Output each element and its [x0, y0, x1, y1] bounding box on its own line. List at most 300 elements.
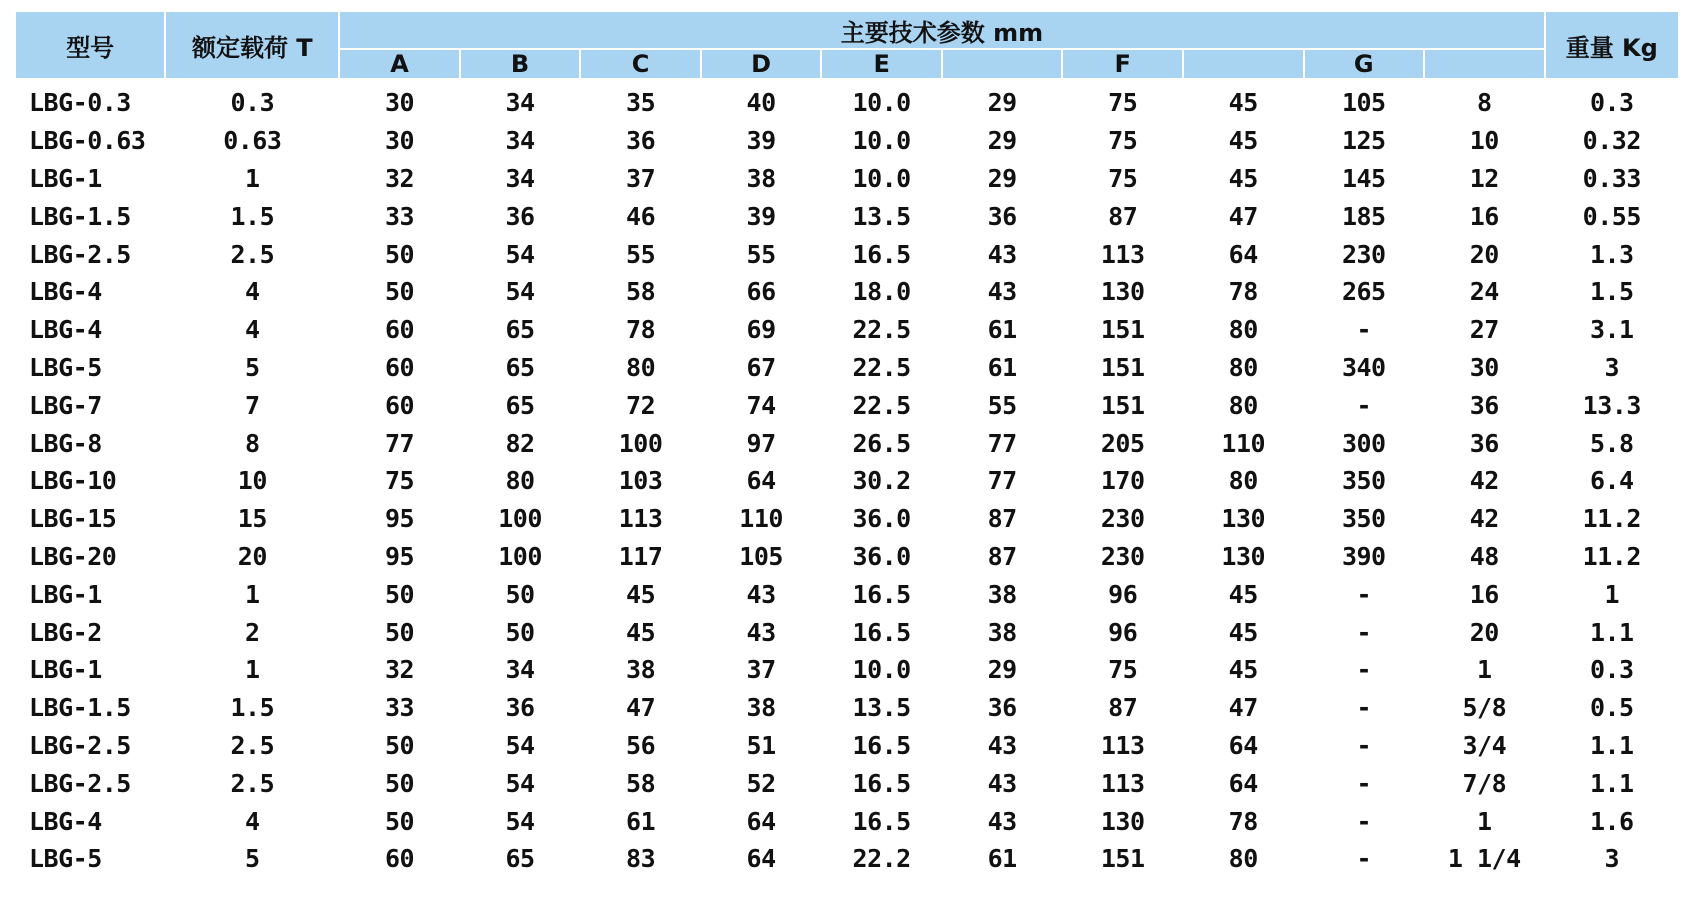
- cell-blank-2: 45: [1228, 655, 1258, 685]
- cell-d: 39: [746, 126, 776, 156]
- cell-model: LBG-1: [29, 163, 102, 193]
- cell-blank-2: 64: [1228, 730, 1258, 760]
- cell-b: 50: [505, 579, 535, 609]
- cell-blank-1: 43: [987, 806, 1017, 836]
- cell-e: 13.5: [852, 201, 911, 231]
- cell-d: 64: [746, 844, 776, 874]
- cell-weight: 3: [1604, 844, 1620, 874]
- cell-g: 390: [1341, 541, 1386, 571]
- cell-b: 34: [505, 163, 535, 193]
- cell-blank-3: 12: [1469, 163, 1499, 193]
- cell-b: 34: [505, 655, 535, 685]
- cell-d: 64: [746, 466, 776, 496]
- table-row: [15, 651, 1679, 689]
- cell-g: -: [1356, 806, 1372, 836]
- cell-model: LBG-1: [29, 655, 102, 685]
- cell-blank-1: 29: [987, 126, 1017, 156]
- cell-e: 22.5: [852, 390, 911, 420]
- cell-g: 265: [1341, 277, 1386, 307]
- table-row: [15, 160, 1679, 198]
- cell-c: 100: [618, 428, 663, 458]
- cell-c: 83: [626, 844, 656, 874]
- cell-c: 37: [626, 163, 656, 193]
- cell-g: 350: [1341, 466, 1386, 496]
- cell-g: -: [1356, 655, 1372, 685]
- cell-weight: 0.5: [1589, 693, 1634, 723]
- cell-c: 46: [626, 201, 656, 231]
- cell-e: 10.0: [852, 163, 911, 193]
- cell-f: 75: [1108, 126, 1138, 156]
- cell-blank-3: 10: [1469, 126, 1499, 156]
- cell-f: 230: [1100, 504, 1145, 534]
- cell-model: LBG-0.3: [29, 88, 131, 118]
- table-header: [15, 11, 1679, 79]
- cell-f: 151: [1100, 844, 1145, 874]
- cell-c: 113: [618, 504, 663, 534]
- cell-model: LBG-2.5: [29, 239, 131, 269]
- cell-b: 100: [498, 504, 542, 534]
- cell-model: LBG-1.5: [29, 201, 131, 231]
- cell-a: 32: [384, 655, 415, 685]
- cell-e: 13.5: [852, 693, 911, 723]
- cell-blank-3: 20: [1469, 239, 1499, 269]
- cell-weight: 1.1: [1589, 617, 1634, 647]
- table-row: [15, 273, 1679, 311]
- cell-d: 38: [746, 163, 776, 193]
- cell-blank-3: 5/8: [1462, 693, 1507, 723]
- cell-d: 66: [746, 277, 776, 307]
- cell-rated-load: 7: [245, 390, 260, 420]
- cell-blank-2: 130: [1221, 541, 1266, 571]
- table-row: [15, 500, 1679, 538]
- cell-blank-3: 36: [1469, 428, 1499, 458]
- cell-c: 61: [626, 806, 656, 836]
- table-row: [15, 349, 1679, 387]
- cell-a: 30: [384, 88, 415, 118]
- cell-c: 58: [626, 277, 656, 307]
- cell-a: 60: [384, 315, 415, 345]
- cell-weight: 0.33: [1582, 163, 1641, 193]
- table-row: [15, 424, 1679, 462]
- cell-blank-2: 47: [1228, 693, 1258, 723]
- header-col-blank-1: [942, 49, 1063, 79]
- cell-a: 33: [384, 693, 415, 723]
- cell-blank-3: 16: [1469, 579, 1499, 609]
- cell-e: 22.5: [852, 352, 911, 382]
- cell-e: 16.5: [852, 730, 911, 760]
- table-row: [15, 575, 1679, 613]
- cell-a: 60: [384, 844, 415, 874]
- spec-table: [14, 10, 1680, 878]
- cell-g: 350: [1341, 504, 1386, 534]
- cell-e: 10.0: [852, 126, 911, 156]
- cell-c: 56: [626, 730, 656, 760]
- cell-blank-2: 45: [1228, 163, 1258, 193]
- cell-rated-load: 1: [245, 579, 260, 609]
- cell-f: 96: [1108, 579, 1138, 609]
- cell-e: 10.0: [852, 88, 911, 118]
- cell-d: 43: [746, 579, 776, 609]
- cell-weight: 13.3: [1582, 390, 1641, 420]
- cell-rated-load: 0.63: [223, 126, 282, 156]
- cell-model: LBG-5: [29, 844, 102, 874]
- cell-b: 80: [505, 466, 535, 496]
- cell-model: LBG-4: [29, 806, 102, 836]
- table-row: [15, 613, 1679, 651]
- cell-blank-1: 29: [987, 655, 1017, 685]
- cell-rated-load: 2: [245, 617, 260, 647]
- cell-rated-load: 10: [237, 466, 267, 496]
- cell-a: 95: [384, 504, 415, 534]
- cell-model: LBG-2.5: [29, 730, 131, 760]
- cell-f: 151: [1100, 352, 1145, 382]
- cell-blank-1: 36: [987, 201, 1017, 231]
- cell-model: LBG-4: [29, 277, 102, 307]
- cell-c: 45: [626, 579, 656, 609]
- cell-b: 54: [505, 768, 535, 798]
- cell-blank-2: 45: [1228, 579, 1258, 609]
- cell-model: LBG-1.5: [29, 693, 131, 723]
- cell-g: -: [1356, 579, 1372, 609]
- cell-rated-load: 2.5: [230, 730, 275, 760]
- cell-c: 117: [618, 541, 663, 571]
- cell-d: 97: [746, 428, 776, 458]
- cell-blank-1: 61: [987, 315, 1017, 345]
- cell-f: 170: [1100, 466, 1145, 496]
- cell-rated-load: 1.5: [230, 201, 275, 231]
- cell-e: 22.5: [852, 315, 911, 345]
- cell-f: 230: [1100, 541, 1145, 571]
- table-row: [15, 840, 1679, 878]
- table-row: [15, 764, 1679, 802]
- cell-d: 64: [746, 806, 776, 836]
- cell-d: 40: [746, 88, 776, 118]
- cell-a: 60: [384, 352, 415, 382]
- cell-d: 74: [746, 390, 776, 420]
- cell-blank-1: 38: [987, 617, 1017, 647]
- cell-blank-1: 55: [987, 390, 1017, 420]
- cell-blank-3: 7/8: [1462, 768, 1507, 798]
- cell-weight: 1.1: [1589, 768, 1634, 798]
- cell-model: LBG-20: [29, 541, 117, 571]
- cell-d: 110: [739, 504, 783, 534]
- cell-rated-load: 1: [245, 655, 260, 685]
- cell-b: 36: [505, 693, 535, 723]
- cell-f: 75: [1108, 655, 1138, 685]
- table-row: [15, 84, 1679, 122]
- cell-f: 75: [1108, 163, 1138, 193]
- header-col-blank-2: [1183, 49, 1304, 79]
- cell-blank-3: 1: [1477, 655, 1492, 685]
- cell-f: 87: [1108, 201, 1138, 231]
- header-col-a: A: [339, 49, 460, 79]
- cell-g: -: [1356, 768, 1372, 798]
- table-row: [15, 802, 1679, 840]
- cell-b: 65: [505, 390, 535, 420]
- cell-g: -: [1356, 730, 1372, 760]
- cell-rated-load: 2.5: [230, 239, 275, 269]
- cell-g: 125: [1341, 126, 1386, 156]
- cell-b: 65: [505, 844, 535, 874]
- cell-c: 58: [626, 768, 656, 798]
- cell-blank-3: 27: [1469, 315, 1499, 345]
- cell-f: 75: [1108, 88, 1138, 118]
- cell-e: 30.2: [852, 466, 911, 496]
- cell-rated-load: 1.5: [230, 693, 275, 723]
- cell-model: LBG-2: [29, 617, 102, 647]
- table-row: [15, 538, 1679, 576]
- cell-a: 33: [384, 201, 415, 231]
- cell-f: 130: [1100, 277, 1145, 307]
- cell-a: 75: [384, 466, 415, 496]
- cell-rated-load: 5: [245, 352, 260, 382]
- cell-blank-2: 64: [1228, 239, 1258, 269]
- cell-c: 80: [626, 352, 656, 382]
- cell-blank-2: 78: [1228, 806, 1258, 836]
- cell-model: LBG-7: [29, 390, 102, 420]
- cell-a: 50: [384, 239, 415, 269]
- cell-weight: 0.32: [1582, 126, 1641, 156]
- cell-d: 55: [746, 239, 776, 269]
- cell-blank-2: 45: [1228, 126, 1258, 156]
- cell-c: 103: [618, 466, 663, 496]
- cell-g: 340: [1341, 352, 1386, 382]
- cell-rated-load: 1: [245, 163, 260, 193]
- cell-b: 54: [505, 730, 535, 760]
- cell-blank-1: 36: [987, 693, 1017, 723]
- cell-weight: 0.55: [1582, 201, 1641, 231]
- table-row: [15, 122, 1679, 160]
- cell-model: LBG-0.63: [29, 126, 146, 156]
- cell-b: 100: [498, 541, 542, 571]
- cell-blank-2: 80: [1228, 315, 1258, 345]
- cell-blank-2: 78: [1228, 277, 1258, 307]
- cell-weight: 3: [1604, 352, 1620, 382]
- cell-blank-1: 61: [987, 844, 1017, 874]
- cell-blank-3: 1 1/4: [1447, 844, 1521, 874]
- cell-a: 95: [384, 541, 415, 571]
- header-col-f: F: [1062, 49, 1183, 79]
- cell-b: 65: [505, 352, 535, 382]
- cell-g: 145: [1341, 163, 1386, 193]
- cell-model: LBG-15: [29, 504, 117, 534]
- cell-e: 36.0: [852, 504, 911, 534]
- cell-e: 26.5: [852, 428, 911, 458]
- cell-blank-2: 80: [1228, 466, 1258, 496]
- table-row: [15, 311, 1679, 349]
- cell-a: 50: [384, 579, 415, 609]
- cell-g: 300: [1341, 428, 1386, 458]
- cell-d: 52: [746, 768, 776, 798]
- cell-f: 113: [1100, 768, 1145, 798]
- cell-b: 82: [505, 428, 535, 458]
- cell-b: 54: [505, 239, 535, 269]
- cell-blank-2: 45: [1228, 617, 1258, 647]
- cell-d: 105: [739, 541, 783, 571]
- cell-blank-3: 3/4: [1462, 730, 1507, 760]
- cell-d: 37: [746, 655, 776, 685]
- cell-e: 22.2: [852, 844, 911, 874]
- table-row: [15, 462, 1679, 500]
- cell-g: -: [1356, 617, 1372, 647]
- cell-blank-1: 77: [987, 428, 1017, 458]
- cell-blank-2: 130: [1221, 504, 1266, 534]
- table-row: [15, 386, 1679, 424]
- cell-f: 151: [1100, 390, 1145, 420]
- cell-blank-1: 77: [987, 466, 1017, 496]
- cell-f: 151: [1100, 315, 1145, 345]
- cell-g: -: [1356, 315, 1372, 345]
- cell-weight: 11.2: [1582, 541, 1641, 571]
- cell-b: 54: [505, 277, 535, 307]
- cell-g: -: [1356, 390, 1372, 420]
- cell-blank-2: 80: [1228, 352, 1258, 382]
- cell-blank-2: 64: [1228, 768, 1258, 798]
- cell-blank-1: 29: [987, 88, 1017, 118]
- cell-model: LBG-8: [29, 428, 102, 458]
- cell-f: 87: [1108, 693, 1138, 723]
- cell-a: 77: [384, 428, 415, 458]
- header-model: 型号: [15, 11, 165, 79]
- cell-c: 72: [626, 390, 656, 420]
- cell-blank-3: 20: [1469, 617, 1499, 647]
- cell-a: 50: [384, 277, 415, 307]
- cell-c: 55: [626, 239, 656, 269]
- table-row: [15, 197, 1679, 235]
- header-col-b: B: [460, 49, 581, 79]
- cell-blank-1: 43: [987, 768, 1017, 798]
- cell-weight: 0.3: [1589, 655, 1634, 685]
- cell-d: 43: [746, 617, 776, 647]
- cell-blank-1: 43: [987, 277, 1017, 307]
- cell-c: 35: [626, 88, 656, 118]
- cell-a: 50: [384, 768, 415, 798]
- cell-b: 34: [505, 88, 535, 118]
- cell-e: 16.5: [852, 239, 911, 269]
- cell-b: 34: [505, 126, 535, 156]
- cell-blank-3: 1: [1477, 806, 1492, 836]
- table-row: [15, 235, 1679, 273]
- cell-blank-1: 61: [987, 352, 1017, 382]
- cell-f: 130: [1100, 806, 1145, 836]
- cell-rated-load: 20: [237, 541, 267, 571]
- cell-d: 69: [746, 315, 776, 345]
- cell-f: 113: [1100, 239, 1145, 269]
- cell-e: 18.0: [852, 277, 911, 307]
- cell-weight: 11.2: [1582, 504, 1641, 534]
- header-main-params: 主要技术参数 mm: [339, 11, 1544, 49]
- cell-a: 60: [384, 390, 415, 420]
- cell-blank-1: 43: [987, 239, 1017, 269]
- cell-b: 36: [505, 201, 535, 231]
- cell-g: 105: [1341, 88, 1386, 118]
- cell-blank-3: 42: [1469, 504, 1499, 534]
- cell-weight: 1.1: [1589, 730, 1634, 760]
- cell-blank-3: 24: [1469, 277, 1499, 307]
- cell-c: 78: [626, 315, 656, 345]
- table-row: [15, 689, 1679, 727]
- cell-blank-2: 47: [1228, 201, 1258, 231]
- cell-e: 16.5: [852, 617, 911, 647]
- cell-f: 96: [1108, 617, 1138, 647]
- cell-b: 50: [505, 617, 535, 647]
- cell-b: 54: [505, 806, 535, 836]
- cell-blank-3: 16: [1469, 201, 1499, 231]
- cell-g: 230: [1341, 239, 1386, 269]
- cell-rated-load: 8: [245, 428, 260, 458]
- cell-model: LBG-2.5: [29, 768, 131, 798]
- cell-blank-3: 30: [1469, 352, 1499, 382]
- cell-rated-load: 5: [245, 844, 260, 874]
- cell-rated-load: 4: [245, 806, 260, 836]
- cell-c: 47: [626, 693, 656, 723]
- cell-weight: 1.3: [1589, 239, 1634, 269]
- cell-d: 39: [746, 201, 776, 231]
- cell-weight: 0.3: [1589, 88, 1634, 118]
- cell-blank-2: 45: [1228, 88, 1258, 118]
- cell-c: 38: [626, 655, 656, 685]
- cell-blank-2: 80: [1228, 844, 1258, 874]
- header-col-c: C: [580, 49, 701, 79]
- cell-rated-load: 4: [245, 277, 260, 307]
- cell-c: 36: [626, 126, 656, 156]
- cell-weight: 3.1: [1589, 315, 1634, 345]
- cell-a: 30: [384, 126, 415, 156]
- cell-model: LBG-5: [29, 352, 102, 382]
- cell-g: -: [1356, 693, 1372, 723]
- header-col-e: E: [821, 49, 942, 79]
- cell-b: 65: [505, 315, 535, 345]
- cell-model: LBG-1: [29, 579, 102, 609]
- cell-blank-1: 29: [987, 163, 1017, 193]
- cell-e: 36.0: [852, 541, 911, 571]
- cell-weight: 1.5: [1589, 277, 1634, 307]
- table-row: [15, 727, 1679, 765]
- cell-weight: 5.8: [1589, 428, 1634, 458]
- cell-weight: 6.4: [1589, 466, 1634, 496]
- cell-blank-2: 80: [1228, 390, 1258, 420]
- cell-rated-load: 0.3: [230, 88, 275, 118]
- cell-blank-2: 110: [1221, 428, 1266, 458]
- cell-c: 45: [626, 617, 656, 647]
- cell-model: LBG-10: [29, 466, 117, 496]
- cell-rated-load: 15: [237, 504, 267, 534]
- cell-g: 185: [1341, 201, 1386, 231]
- header-rated-load: 额定载荷 T: [165, 11, 339, 79]
- cell-model: LBG-4: [29, 315, 102, 345]
- cell-d: 51: [746, 730, 776, 760]
- cell-blank-3: 8: [1477, 88, 1492, 118]
- cell-rated-load: 4: [245, 315, 260, 345]
- cell-e: 16.5: [852, 806, 911, 836]
- cell-blank-3: 48: [1469, 541, 1499, 571]
- cell-f: 113: [1100, 730, 1145, 760]
- cell-blank-3: 36: [1469, 390, 1499, 420]
- cell-a: 50: [384, 730, 415, 760]
- cell-blank-1: 43: [987, 730, 1017, 760]
- cell-a: 50: [384, 617, 415, 647]
- cell-blank-1: 87: [987, 504, 1017, 534]
- cell-weight: 1.6: [1589, 806, 1634, 836]
- header-col-blank-3: [1424, 49, 1545, 79]
- cell-a: 32: [384, 163, 415, 193]
- cell-d: 67: [746, 352, 776, 382]
- cell-g: -: [1356, 844, 1372, 874]
- cell-e: 10.0: [852, 655, 911, 685]
- cell-f: 205: [1100, 428, 1145, 458]
- cell-blank-1: 87: [987, 541, 1017, 571]
- header-weight: 重量 Kg: [1545, 11, 1679, 79]
